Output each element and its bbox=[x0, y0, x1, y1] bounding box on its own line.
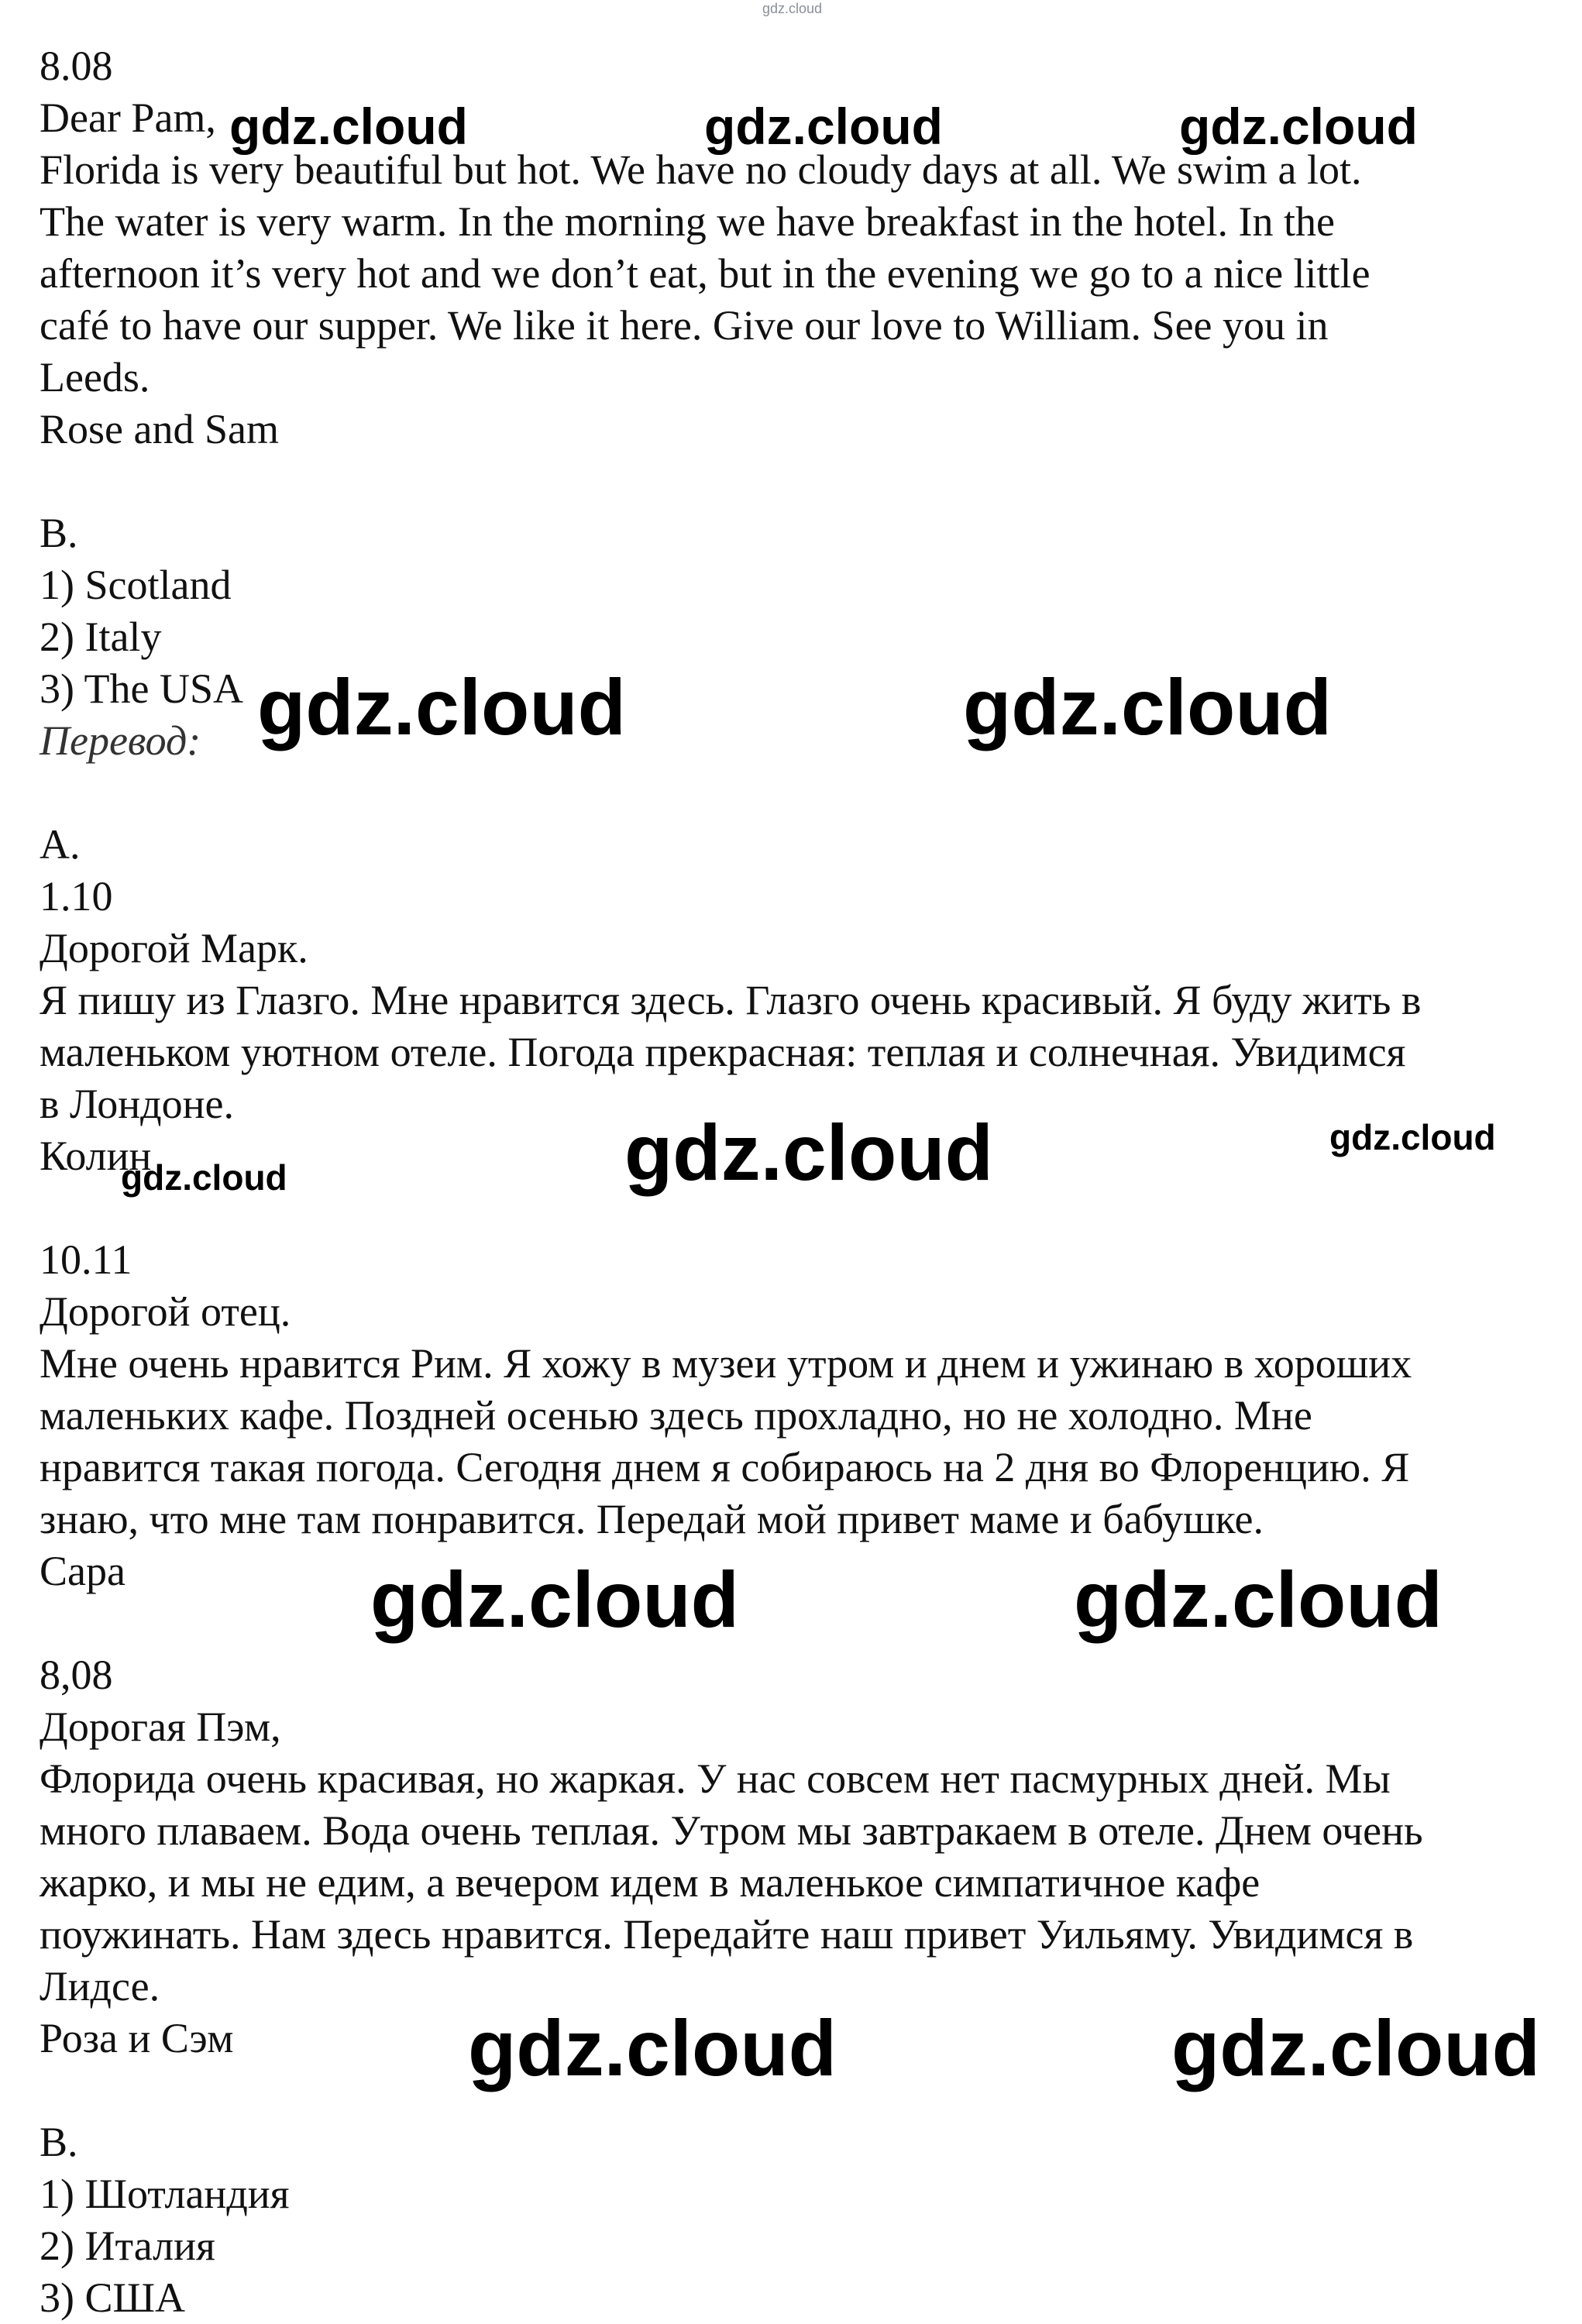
spacer bbox=[40, 456, 1558, 507]
watermark-text: gdz.cloud bbox=[963, 663, 1332, 751]
header-watermark: gdz.cloud bbox=[762, 1, 823, 16]
answer-item: 2) Италия bbox=[40, 2223, 215, 2269]
letter-date: 10.11 bbox=[40, 1236, 132, 1283]
letter-body-line: нравится такая погода. Сегодня днем я собираюсь на 2 дня во Флоренцию. Я bbox=[40, 1444, 1410, 1490]
letter-body-line: Флорида очень красивая, но жаркая. У нас совсем нет пасмурных дней. Мы bbox=[40, 1755, 1391, 1802]
letter-body-line: The water is very warm. In the morning we have breakfast in the hotel. In the bbox=[40, 198, 1335, 245]
letter-body-line: Лидсе. bbox=[40, 1963, 160, 2009]
section-a-label: A. bbox=[40, 821, 81, 868]
spacer bbox=[40, 767, 1558, 819]
watermark-text: gdz.cloud bbox=[229, 98, 468, 155]
watermark-text: gdz.cloud bbox=[1074, 1556, 1443, 1644]
letter-body-line: Я пишу из Глазго. Мне нравится здесь. Глазго очень красивый. Я буду жить в bbox=[40, 977, 1422, 1023]
watermark-text: gdz.cloud bbox=[624, 1109, 993, 1197]
letter-signature: Роза и Сэм bbox=[40, 2015, 234, 2061]
answer-item: 1) Шотландия bbox=[40, 2171, 290, 2217]
section-b-label: B. bbox=[40, 510, 78, 556]
watermark-text: gdz.cloud bbox=[1329, 1117, 1496, 1157]
watermark-text: gdz.cloud bbox=[257, 663, 626, 751]
letter-body-line: в Лондоне. bbox=[40, 1081, 235, 1127]
section-b-label: B. bbox=[40, 2119, 78, 2165]
letter-greeting: Дорогая Пэм, bbox=[40, 1703, 281, 1750]
watermark-text: gdz.cloud bbox=[370, 1556, 739, 1644]
letter-date: 8,08 bbox=[40, 1652, 113, 1698]
watermark-text: gdz.cloud bbox=[1171, 2004, 1540, 2092]
letter-greeting: Дорогой отец. bbox=[40, 1288, 291, 1335]
answer-item: 3) The USA bbox=[40, 665, 243, 712]
letter-greeting: Дорогой Марк. bbox=[40, 925, 308, 971]
answer-item: 2) Italy bbox=[40, 614, 162, 660]
letter-body-line: много плаваем. Вода очень теплая. Утром мы завтракаем в отеле. Днем очень bbox=[40, 1807, 1423, 1854]
letter-body-line: маленьком уютном отеле. Погода прекрасная: теплая и солнечная. Увидимся bbox=[40, 1029, 1406, 1075]
watermark-text: gdz.cloud bbox=[704, 98, 943, 155]
letter-body-line: Florida is very beautiful but hot. We have no cloudy days at all. We swim a lot. bbox=[40, 146, 1362, 193]
letter-body-line: маленьких кафе. Поздней осенью здесь прохладно, но не холодно. Мне bbox=[40, 1392, 1312, 1439]
letter-signature: Rose and Sam bbox=[40, 406, 279, 452]
letter-body-line: поужинать. Нам здесь нравится. Передайте наш привет Уильяму. Увидимся в bbox=[40, 1911, 1414, 1958]
answer-item: 1) Scotland bbox=[40, 562, 232, 608]
watermark-text: gdz.cloud bbox=[121, 1157, 287, 1198]
letter-signature: Колин bbox=[40, 1133, 152, 1179]
watermark-text: gdz.cloud bbox=[468, 2004, 837, 2092]
letter-body-line: Мне очень нравится Рим. Я хожу в музеи утром и днем и ужинаю в хороших bbox=[40, 1340, 1412, 1387]
letter-body-line: Leeds. bbox=[40, 354, 150, 401]
letter-body-line: знаю, что мне там понравится. Передай мой привет маме и бабушке. bbox=[40, 1496, 1264, 1542]
watermark-text: gdz.cloud bbox=[1179, 98, 1418, 155]
letter-body-line: жарко, и мы не едим, а вечером идем в маленькое симпатичное кафе bbox=[40, 1859, 1260, 1906]
translation-heading: Перевод: bbox=[40, 717, 201, 764]
letter-greeting: Dear Pam, bbox=[40, 95, 216, 141]
letter-signature: Сара bbox=[40, 1548, 126, 1594]
letter-body-line: afternoon it’s very hot and we don’t eat, but in the evening we go to a nice little bbox=[40, 250, 1370, 297]
answer-item: 3) США bbox=[40, 2274, 185, 2321]
letter-body-line: café to have our supper. We like it here. Give our love to William. See you in bbox=[40, 302, 1329, 349]
letter-date: 1.10 bbox=[40, 873, 113, 920]
letter-date: 8.08 bbox=[40, 43, 113, 89]
